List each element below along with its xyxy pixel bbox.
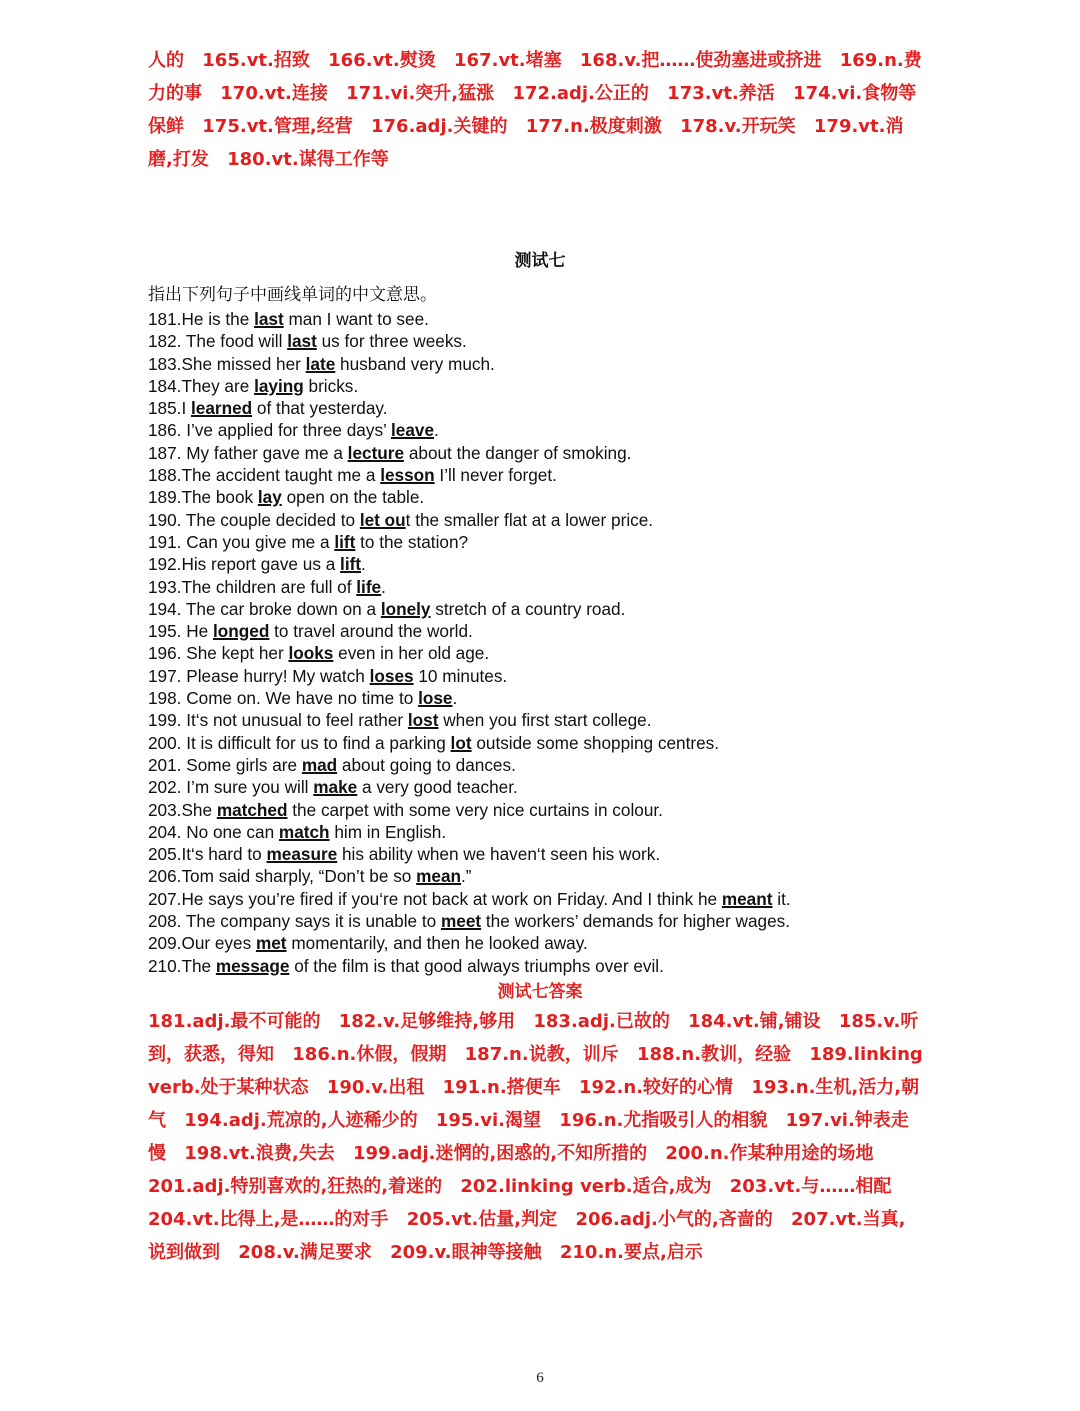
instruction: 指出下列句子中画线单词的中文意思。 <box>148 285 437 305</box>
question-text: his ability when we haven‘t seen his work. <box>337 844 661 865</box>
question-text: 192.His report gave us a <box>148 554 341 575</box>
test-title: 测试七 <box>514 251 566 271</box>
answer-title: 测试七答案 <box>497 982 583 1002</box>
question-item <box>148 955 928 977</box>
answer-item: 191.n.搭便车 <box>442 1077 561 1098</box>
answer-item: 174.vi.食物等保鲜 <box>148 83 917 137</box>
question-item <box>148 799 928 821</box>
question-text: open on the table. <box>281 487 425 508</box>
answer-item: 198.vt.浪费,失去 <box>184 1143 335 1164</box>
answer-item: 167.vt.堵塞 <box>454 50 562 71</box>
answer-item: 170.vt.连接 <box>220 83 328 104</box>
question-text: 201. Some girls are <box>148 754 302 775</box>
question-text: 183.She missed her <box>148 353 306 374</box>
underlined-word: make <box>313 777 358 798</box>
question-text: 181.He is the <box>148 309 255 329</box>
answer-item: 165.vt.招致 <box>202 50 310 71</box>
underlined-word: let ou <box>359 509 406 530</box>
question-text: 184.They are <box>148 375 255 396</box>
answer-item: 203.vt.与……相配 <box>729 1176 892 1197</box>
question-item <box>148 776 928 798</box>
answer-item: 209.v.眼神等接触 <box>390 1242 542 1263</box>
question-item <box>148 620 928 642</box>
question-text: 10 minutes. <box>413 665 508 686</box>
answer-item: 196.n.尤指吸引人的相貌 <box>559 1110 768 1131</box>
underlined-word: match <box>278 821 330 842</box>
underlined-word: laying <box>254 375 304 396</box>
answer-item: 182.v.足够维持,够用 <box>338 1011 516 1032</box>
question-text: 199. It‘s not unusual to feel rather <box>148 710 408 731</box>
question-text: to the station? <box>355 531 469 552</box>
answer-item: 197.vi.钟表走慢 <box>148 1110 909 1164</box>
underlined-word: lonely <box>380 598 431 619</box>
answer-item: 207.vt.当真,说到做到 <box>148 1209 906 1263</box>
answer-item: 186.n.休假，假期 <box>292 1044 447 1065</box>
question-text: I’ll never forget. <box>434 465 557 486</box>
answer-item: 199.adj.迷惘的,困惑的,不知所措的 <box>353 1143 648 1164</box>
question-text: 187. My father gave me a <box>148 442 348 463</box>
question-text: .” <box>461 866 472 887</box>
question-item <box>148 665 928 687</box>
question-text: 204. No one can <box>148 821 279 842</box>
question-text: t the smaller flat at a lower price. <box>405 509 654 530</box>
question-item <box>148 576 928 598</box>
answer-item: 185.v.听到，获悉，得知 <box>148 1011 919 1065</box>
underlined-word: longed <box>212 621 270 642</box>
answer-item: 171.vi.突升,猛涨 <box>346 83 495 104</box>
question-text: 186. I’ve applied for three days’ <box>148 420 391 441</box>
underlined-word: lift <box>334 531 356 552</box>
answer-item: 176.adj.关键的 <box>371 116 508 137</box>
answer-item: 188.n.教训，经验 <box>637 1044 792 1065</box>
answer-item: 184.vt.铺,铺设 <box>688 1011 821 1032</box>
underlined-word: life <box>356 576 382 597</box>
question-item <box>148 353 928 375</box>
answer-item: 204.vt.比得上,是……的对手 <box>148 1209 389 1230</box>
question-text: of the film is that good always triumphs over evil. <box>289 955 664 976</box>
question-item <box>148 330 928 352</box>
underlined-word: leave <box>391 420 435 441</box>
answer-key <box>148 1005 923 1269</box>
question-text: him in English. <box>329 821 447 842</box>
underlined-word: lift <box>340 554 362 575</box>
answer-item: 202.linking verb.适合,成为 <box>460 1176 712 1197</box>
underlined-word: late <box>305 353 336 374</box>
question-text: 197. Please hurry! My watch <box>148 665 370 686</box>
question-text: the carpet with some very nice curtains in colour. <box>287 799 663 820</box>
question-text: 190. The couple decided to <box>148 509 360 530</box>
answer-item: 201.adj.特别喜欢的,狂热的,着迷的 <box>148 1176 443 1197</box>
question-text: 203.She <box>148 799 217 820</box>
answer-item: 190.v.出租 <box>326 1077 425 1098</box>
answer-item: 193.n.生机,活力,朝气 <box>148 1077 920 1131</box>
question-text: momentarily, and then he looked away. <box>286 933 588 954</box>
question-item <box>148 531 928 553</box>
question-text: 208. The company says it is unable to <box>148 911 441 932</box>
answer-item: 179.vt.消磨,打发 <box>148 116 904 170</box>
question-text: 200. It is difficult for us to find a parking <box>148 732 451 753</box>
underlined-word: lost <box>407 710 439 731</box>
question-item <box>148 888 928 910</box>
question-item <box>148 509 928 531</box>
question-item <box>148 910 928 932</box>
question-item <box>148 486 928 508</box>
question-text: . <box>434 420 439 441</box>
question-item <box>148 732 928 754</box>
previous-answers <box>148 44 923 176</box>
underlined-word: last <box>254 309 284 329</box>
question-text: about the danger of smoking. <box>404 442 632 463</box>
answer-item: 192.n.较好的心情 <box>578 1077 734 1098</box>
underlined-word: lecture <box>347 442 405 463</box>
answer-item: 175.vt.管理,经营 <box>202 116 353 137</box>
question-text: 210.The <box>148 955 216 976</box>
answer-item: 169.n.费力的事 <box>148 50 922 104</box>
answer-item: 210.n.要点,启示 <box>559 1242 703 1263</box>
question-item <box>148 308 928 330</box>
answer-item: 181.adj.最不可能的 <box>148 1011 321 1032</box>
answer-item: 195.vi.渴望 <box>435 1110 542 1131</box>
question-item <box>148 442 928 464</box>
question-text: 189.The book <box>148 487 258 508</box>
question-item <box>148 709 928 731</box>
answer-item: 168.v.把……使劲塞进或挤进 <box>579 50 822 71</box>
question-item <box>148 687 928 709</box>
answer-item: 187.n.说教，训斥 <box>464 1044 619 1065</box>
answer-item: 173.vt.养活 <box>667 83 775 104</box>
question-text: 198. Come on. We have no time to <box>148 688 419 709</box>
answer-item: 208.v.满足要求 <box>238 1242 372 1263</box>
answer-item: 177.n.极度刺激 <box>525 116 662 137</box>
question-text: outside some shopping centres. <box>471 732 720 753</box>
question-item <box>148 642 928 664</box>
question-item <box>148 821 928 843</box>
question-item <box>148 375 928 397</box>
question-text: 206.Tom said sharply, “Don’t be so <box>148 866 417 887</box>
question-text: when you first start college. <box>438 710 652 731</box>
question-text: us for three weeks. <box>316 331 467 352</box>
question-text: 185.I <box>148 398 192 419</box>
question-text: 195. He <box>148 621 213 642</box>
answer-item: 194.adj.荒凉的,人迹稀少的 <box>184 1110 418 1131</box>
answer-item: 206.adj.小气的,吝啬的 <box>575 1209 773 1230</box>
underlined-word: measure <box>266 844 338 865</box>
underlined-word: looks <box>288 643 334 664</box>
question-text: 202. I’m sure you will <box>148 777 314 798</box>
question-item <box>148 397 928 419</box>
underlined-word: last <box>287 331 317 352</box>
question-text: 182. The food will <box>148 331 288 352</box>
underlined-word: message <box>215 955 290 976</box>
answer-item: 178.v.开玩笑 <box>680 116 796 137</box>
question-text: stretch of a country road. <box>430 598 626 619</box>
underlined-word: lot <box>450 732 472 753</box>
underlined-word: met <box>255 933 287 954</box>
answer-item: 183.adj.已故的 <box>533 1011 670 1032</box>
question-text: about going to dances. <box>337 754 516 775</box>
question-text: 193.The children are full of <box>148 576 357 597</box>
question-item <box>148 419 928 441</box>
question-text: man I want to see. <box>283 309 429 329</box>
question-item <box>148 464 928 486</box>
underlined-word: meant <box>721 888 773 909</box>
underlined-word: lesson <box>380 465 435 486</box>
underlined-word: matched <box>216 799 288 820</box>
underlined-word: lay <box>257 487 282 508</box>
question-text: it. <box>772 888 791 909</box>
question-text: even in her old age. <box>333 643 490 664</box>
question-text: 207.He says you’re fired if you‘re not back at work on Friday. And I think he <box>148 888 722 909</box>
underlined-word: lose <box>418 688 453 709</box>
question-text: 205.It‘s hard to <box>148 844 267 865</box>
question-item <box>148 865 928 887</box>
question-item <box>148 932 928 954</box>
question-text: 209.Our eyes <box>148 933 256 954</box>
question-text: to travel around the world. <box>269 621 473 642</box>
page-number: 6 <box>536 1370 544 1386</box>
question-list <box>148 308 928 977</box>
question-text: 194. The car broke down on a <box>148 598 381 619</box>
underlined-word: mean <box>416 866 462 887</box>
question-text: 191. Can you give me a <box>148 531 335 552</box>
answer-item: 166.vt.熨烫 <box>328 50 436 71</box>
question-text: . <box>361 554 366 575</box>
question-item <box>148 754 928 776</box>
question-item <box>148 843 928 865</box>
underlined-word: learned <box>191 398 253 419</box>
answer-item: 200.n.作某种用途的场地 <box>665 1143 874 1164</box>
answer-item: 189.linking verb.处于某种状态 <box>148 1044 923 1098</box>
question-text: . <box>381 576 386 597</box>
question-item <box>148 598 928 620</box>
question-text: a very good teacher. <box>357 777 518 798</box>
question-item <box>148 553 928 575</box>
question-text: of that yesterday. <box>252 398 388 419</box>
question-text: the workers’ demands for higher wages. <box>481 911 791 932</box>
question-text: . <box>452 688 458 709</box>
underlined-word: mad <box>301 754 338 775</box>
answer-item: 172.adj.公正的 <box>512 83 649 104</box>
question-text: 196. She kept her <box>148 643 289 664</box>
question-text: husband very much. <box>335 353 495 374</box>
answer-item: 205.vt.估量,判定 <box>406 1209 558 1230</box>
answer-item: 180.vt.谋得工作等 <box>227 149 389 170</box>
answer-item: 人的 <box>148 50 184 71</box>
question-text: 188.The accident taught me a <box>148 465 381 486</box>
underlined-word: meet <box>441 911 482 932</box>
underlined-word: loses <box>369 665 414 686</box>
question-text: bricks. <box>303 375 359 396</box>
